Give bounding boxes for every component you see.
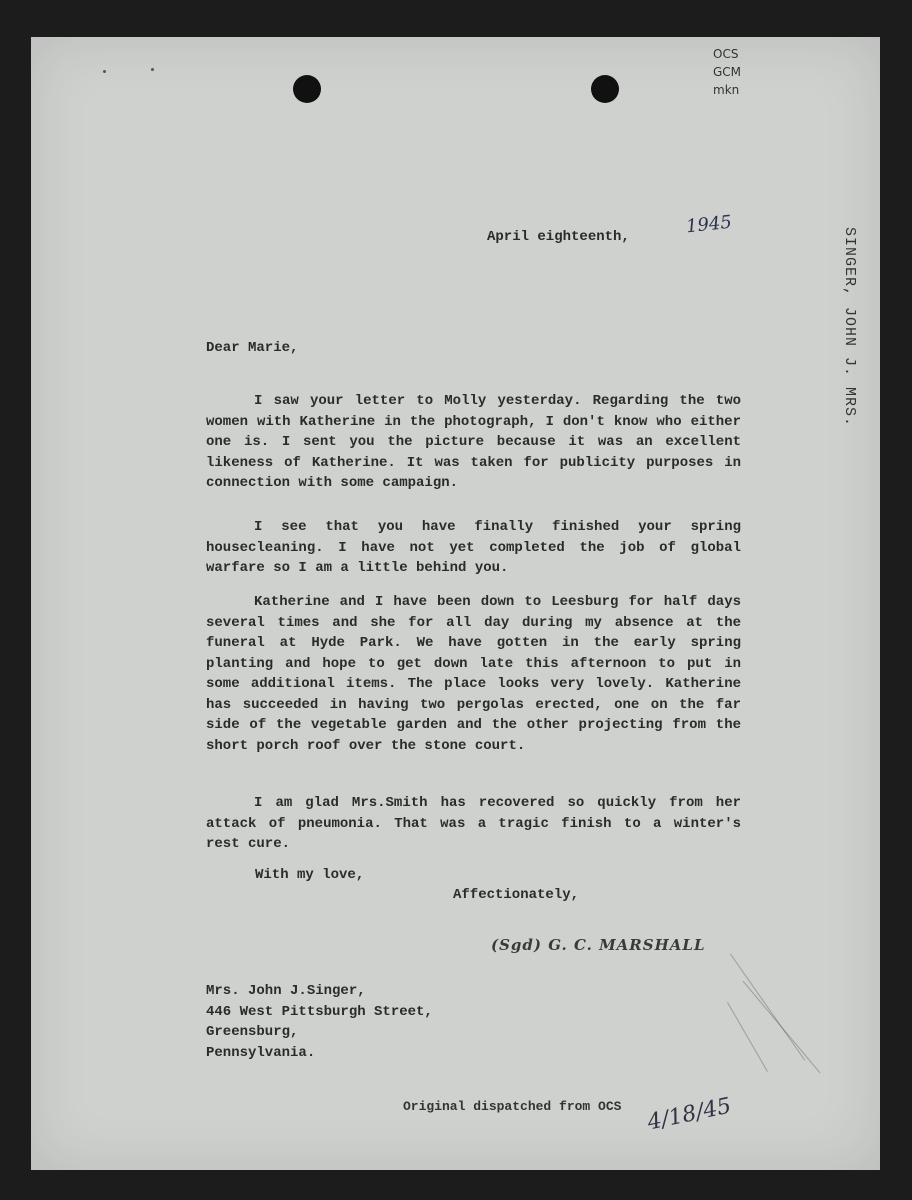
closing-affection: Affectionately, [453, 887, 580, 903]
address-line: 446 West Pittsburgh Street, [206, 1003, 433, 1020]
file-code-gcm: GCM [713, 65, 742, 79]
paragraph-4: I am glad Mrs.Smith has recovered so quickly from her attack of pneumonia. That was a tragic finish to a winter's rest cure. [206, 795, 741, 852]
paragraph-3: Katherine and I have been down to Leesburg for half days several times and she for all day during my absence at the funeral at Hyde Park. We have gotten in the early spring planting and hope to get down late this afternoon to put in some additional items. The place looks very lovely. Katherine has succeeded in having two pergolas erected, one on the far side of the vegetable garden and the other projecting from the short porch roof over the stone court. [206, 594, 741, 754]
paragraph-1: I saw your letter to Molly yesterday. Regarding the two women with Katherine in the photograph, I don't know who either one is. I sent you the picture because it was an excellent likeness of Katherine. It was taken for publicity purposes in connection with some campaign. [206, 393, 741, 491]
date-line: April eighteenth, [487, 229, 630, 245]
letter-page [31, 37, 880, 1170]
handwritten-date: 4/18/45 [645, 1093, 734, 1136]
handwritten-year: 1945 [685, 211, 733, 238]
file-code-mkn: mkn [713, 83, 740, 97]
file-codes [713, 45, 741, 99]
salutation: Dear Marie, [206, 340, 299, 356]
pencil-mark [730, 953, 805, 1060]
dispatch-note: Original dispatched from OCS [403, 1099, 622, 1114]
address-line: Pennsylvania. [206, 1044, 316, 1061]
address-line: Mrs. John J.Singer, [206, 983, 366, 999]
closing-love: With my love, [255, 867, 365, 883]
paper-speck [103, 70, 106, 73]
punch-hole-right [591, 75, 619, 103]
punch-hole-left [293, 75, 321, 103]
address-line: Greensburg, [206, 1024, 299, 1040]
recipient-address [206, 981, 433, 1063]
pencil-mark [743, 981, 821, 1074]
file-code-ocs: OCS [713, 47, 739, 61]
signature: (Sgd) G. C. MARSHALL [491, 936, 706, 954]
side-file-label: SINGER, JOHN J. MRS. [841, 227, 858, 428]
paragraph-2: I see that you have finally finished your spring housecleaning. I have not yet completed the job of global warfare so I am a little behind you. [206, 519, 741, 576]
paper-speck [151, 68, 154, 71]
pencil-mark [727, 1002, 768, 1072]
